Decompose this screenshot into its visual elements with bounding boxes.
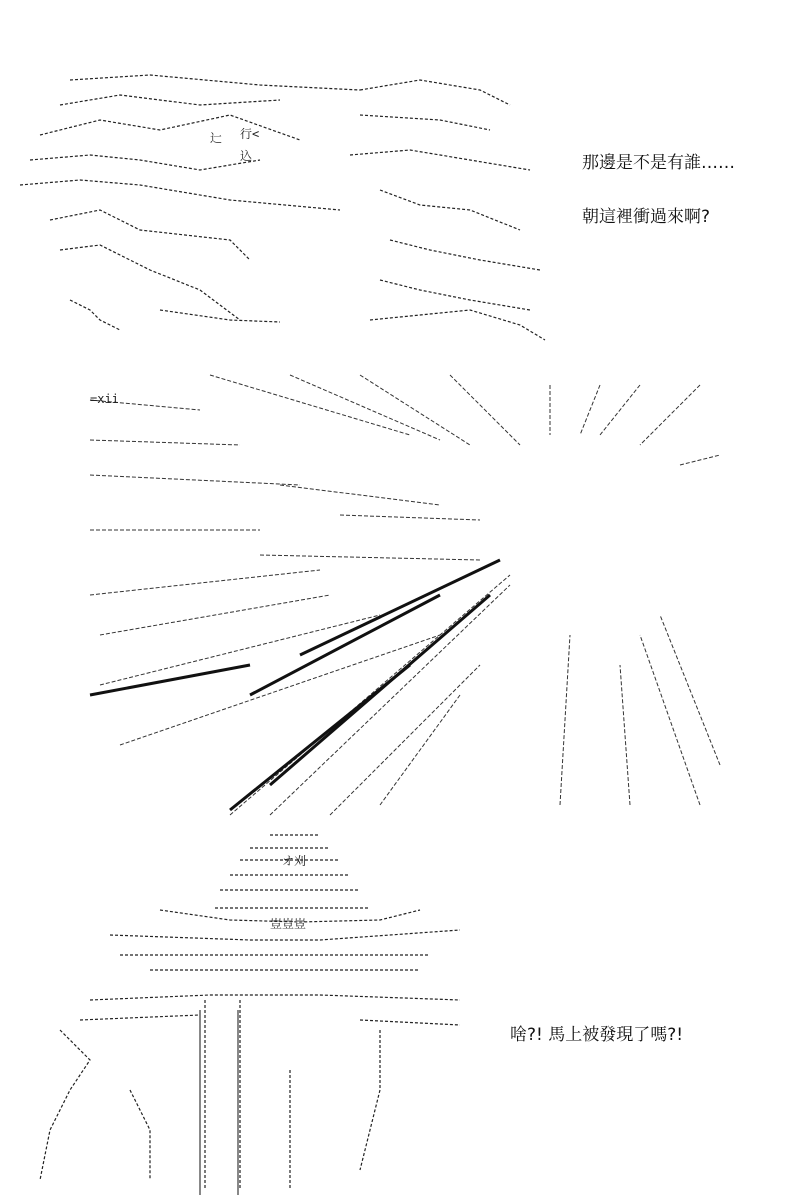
dialogue-line-1: 那邊是不是有誰……	[582, 153, 735, 173]
dialogue-line-2: 朝這裡衝過來啊?	[582, 207, 711, 227]
panel-3	[0, 830, 800, 1200]
running-figures-art	[0, 60, 560, 360]
speed-lines-art	[80, 365, 740, 825]
art-glyph-1: 行<	[240, 127, 260, 141]
art-glyph-xii: =xii	[90, 392, 119, 406]
art-glyph-toku: 豈豈豈	[270, 917, 307, 931]
panel-2	[80, 365, 740, 825]
startled-character-art	[0, 830, 500, 1200]
art-glyph-2: 辷	[210, 131, 223, 145]
art-glyph-3: 込	[240, 149, 253, 163]
art-glyph-ojin: オ刈	[282, 854, 307, 868]
panel-1	[0, 60, 800, 360]
dialogue-line-3: 啥?! 馬上被發現了嗎?!	[510, 1025, 684, 1045]
